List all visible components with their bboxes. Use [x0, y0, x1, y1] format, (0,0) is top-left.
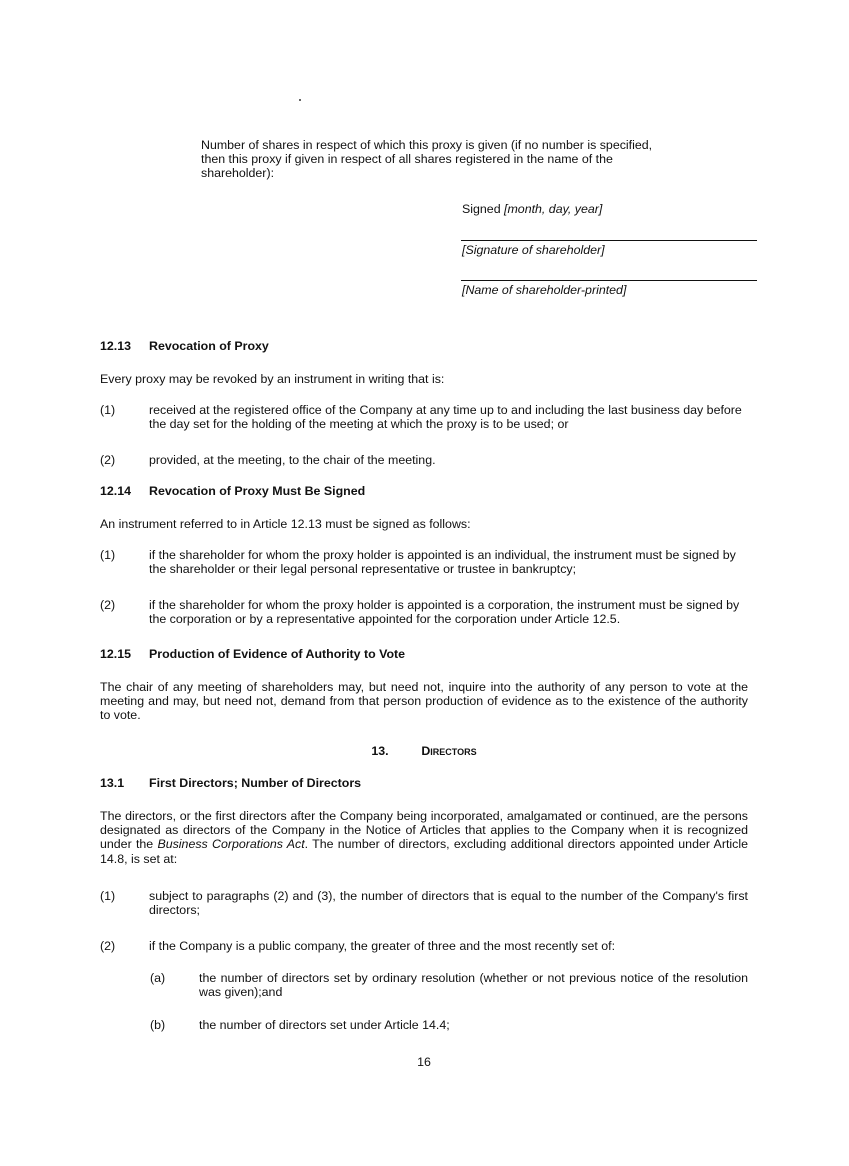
section-number: 12.15 — [100, 647, 132, 661]
item-label: (b) — [150, 1018, 166, 1032]
item-label: (2) — [100, 598, 116, 612]
section-title: Production of Evidence of Authority to Vote — [149, 647, 406, 661]
name-rule — [461, 280, 757, 281]
sub-list-item — [150, 1018, 748, 1032]
part-13-heading — [100, 744, 748, 758]
signed-date-placeholder: [month, day, year] — [504, 202, 603, 216]
part-title: Directors — [421, 744, 477, 758]
shares-proxy-intro: Number of shares in respect of which this proxy is given (if no number is specified, then this proxy if given in respect of all shares registered in the name of the shareholder): — [201, 138, 653, 181]
item-label: (1) — [100, 403, 116, 417]
item-label: (2) — [100, 939, 116, 953]
sub-list-item — [150, 971, 748, 999]
item-text: the number of directors set by ordinary resolution (whether or not previous notice of the resolution was given);and — [199, 971, 748, 1000]
section-number: 13.1 — [100, 776, 125, 790]
scan-speck — [299, 99, 301, 101]
signature-rule — [461, 240, 757, 241]
list-item — [100, 889, 748, 917]
section-12-13-intro: Every proxy may be revoked by an instrument in writing that is: — [100, 372, 445, 386]
signed-line — [462, 202, 602, 216]
item-text: received at the registered office of the Company at any time up to and including the last business day before the day set for the holding of the meeting at which the proxy is to be used; or — [149, 403, 742, 432]
section-13-1-heading — [100, 776, 361, 790]
section-number: 12.13 — [100, 339, 132, 353]
section-12-15-text: The chair of any meeting of shareholders may, but need not, inquire into the authority of any person to vote at the meeting and may, but need not, demand from that person production of evidence as to the existence of the authority to vote. — [100, 680, 748, 723]
item-label: (2) — [100, 453, 116, 467]
list-item — [100, 453, 748, 467]
item-text: provided, at the meeting, to the chair of the meeting. — [149, 453, 436, 467]
item-label: (1) — [100, 548, 116, 562]
section-12-14-intro: An instrument referred to in Article 12.13 must be signed as follows: — [100, 517, 471, 531]
list-item — [100, 548, 748, 576]
section-title: Revocation of Proxy Must Be Signed — [149, 484, 366, 498]
act-name: Business Corporations Act — [157, 837, 305, 852]
section-12-14-heading — [100, 484, 365, 498]
item-label: (a) — [150, 971, 166, 985]
item-text: the number of directors set under Article 14.4; — [199, 1018, 450, 1032]
list-item — [100, 598, 748, 626]
section-12-13-heading — [100, 339, 269, 353]
section-13-1-text: The directors, or the first directors after the Company being incorporated, amalgamated or continued, are the persons designated as directors of the Company in the Notice of Articles that applies to the Company when it is recognized under the Business Corporations Act. The number of directors, excluding additional directors appointed under Article 14.8, is set at: — [100, 809, 748, 866]
section-number: 12.14 — [100, 484, 132, 498]
section-12-15-heading — [100, 647, 405, 661]
section-title: First Directors; Number of Directors — [149, 776, 362, 790]
part-number: 13. — [371, 744, 389, 758]
item-text: if the shareholder for whom the proxy holder is appointed is a corporation, the instrument must be signed by the corporation or by a representative appointed for the corporation under Article 12.5. — [149, 598, 740, 627]
list-item — [100, 403, 748, 431]
signed-label: Signed — [462, 202, 501, 216]
page-number: 16 — [417, 1055, 431, 1069]
section-title: Revocation of Proxy — [149, 339, 269, 353]
item-text: if the shareholder for whom the proxy holder is appointed is an individual, the instrument must be signed by the shareholder or their legal personal representative or trustee in bankruptcy; — [149, 548, 736, 577]
item-text: subject to paragraphs (2) and (3), the number of directors that is equal to the number of the Company's first directors; — [149, 889, 748, 918]
list-item — [100, 939, 748, 953]
item-label: (1) — [100, 889, 116, 903]
name-caption: [Name of shareholder-printed] — [462, 283, 627, 297]
signature-caption: [Signature of shareholder] — [462, 243, 605, 257]
item-text: if the Company is a public company, the greater of three and the most recently set of: — [149, 939, 616, 953]
